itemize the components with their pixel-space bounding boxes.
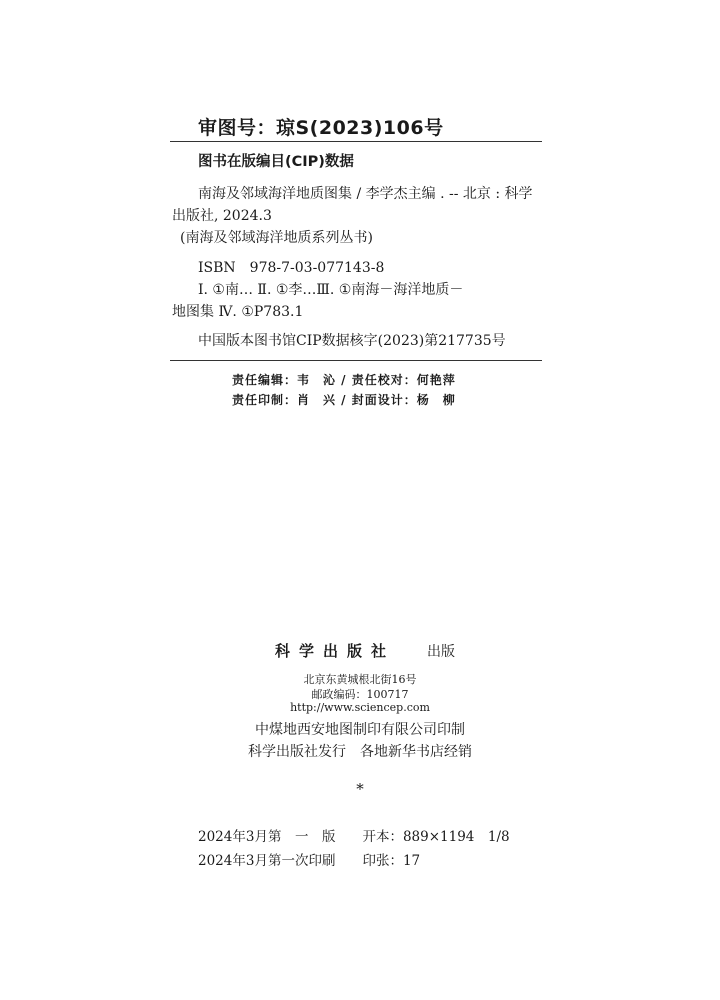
- publisher-address: 北京东黄城根北街16号: [303, 673, 417, 686]
- staff-line-2: 责任印制：肖 兴 / 封面设计：杨 柳: [232, 393, 456, 407]
- divider-top: [170, 141, 542, 142]
- printer-line: 中煤地西安地图制印有限公司印制: [255, 722, 465, 738]
- cip-series: (南海及邻域海洋地质系列丛书): [180, 230, 373, 246]
- cip-title: 图书在版编目(CIP)数据: [198, 154, 354, 170]
- publisher-suffix: 出版: [427, 644, 455, 660]
- cip-line-1: 南海及邻域海洋地质图集 / 李学杰主编 . -- 北京 : 科学: [198, 186, 533, 202]
- review-number: 审图号：琼S(2023)106号: [198, 117, 444, 139]
- publisher-postcode: 邮政编码：100717: [311, 688, 409, 701]
- cip-record-number: 中国版本图书馆CIP数据核字(2023)第217735号: [198, 333, 506, 349]
- publisher-name: 科学出版社: [275, 642, 396, 660]
- cip-line-2: 出版社, 2024.3: [172, 208, 272, 224]
- cip-classification-1: Ⅰ. ①南… Ⅱ. ①李…Ⅲ. ①南海－海洋地质－: [198, 282, 464, 298]
- cip-isbn: ISBN 978-7-03-077143-8: [198, 260, 385, 276]
- distribution-line: 科学出版社发行 各地新华书店经销: [248, 744, 472, 760]
- cip-classification-2: 地图集 Ⅳ. ①P783.1: [172, 304, 304, 320]
- edition-line-1: 2024年3月第 一 版 开本：889×1194 1/8: [198, 829, 510, 845]
- separator-star: *: [356, 780, 364, 798]
- publisher-url: http://www.sciencep.com: [290, 701, 430, 714]
- edition-line-2: 2024年3月第一次印刷 印张：17: [198, 853, 421, 869]
- divider-bottom: [170, 360, 542, 361]
- staff-line-1: 责任编辑：韦 沁 / 责任校对：何艳萍: [232, 373, 456, 387]
